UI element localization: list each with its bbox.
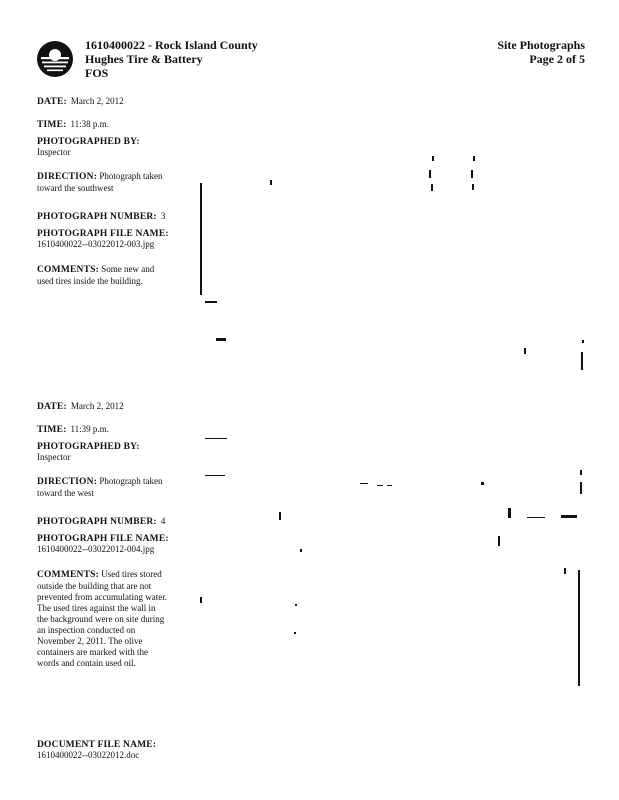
photo-number-row (37, 206, 165, 224)
header-site-title (85, 38, 258, 80)
photo-artifact (524, 348, 526, 354)
photographer-row (37, 137, 140, 157)
date-label: DATE: (37, 97, 67, 107)
photo-number-row (37, 511, 165, 529)
photo-artifact (582, 340, 584, 343)
date-value: March 2, 2012 (70, 96, 124, 106)
file-name-value: 1610400022--03022012-003.jpg (37, 239, 155, 249)
header-section-title: Site Photographs (497, 38, 585, 52)
photographer-value: Inspector (37, 147, 71, 157)
header-line-3: FOS (85, 66, 109, 80)
photo-artifact (200, 183, 202, 295)
photo-artifact (200, 597, 202, 603)
direction-label: DIRECTION: (37, 172, 98, 182)
file-name-row (37, 534, 169, 554)
photo-artifact (527, 517, 545, 518)
photo-number-label: PHOTOGRAPH NUMBER: (37, 212, 157, 222)
photo-artifact (580, 482, 582, 494)
photographer-label: PHOTOGRAPHED BY: (37, 442, 140, 452)
time-row (37, 114, 109, 132)
comments-text-line: words and contain used oil. (37, 658, 136, 668)
photo-artifact (432, 156, 434, 161)
file-name-label: PHOTOGRAPH FILE NAME: (37, 534, 169, 544)
photo-artifact (205, 301, 217, 303)
photo-artifact (429, 170, 431, 178)
direction-value-line-2: toward the west (37, 488, 94, 498)
photographer-row (37, 442, 140, 462)
comments-row (37, 264, 187, 287)
photo-artifact (377, 485, 383, 486)
header-line-1: 1610400022 - Rock Island County (85, 38, 258, 52)
photo-artifact (498, 536, 500, 546)
photo-artifact (279, 512, 281, 520)
photo-number-label: PHOTOGRAPH NUMBER: (37, 517, 157, 527)
time-label: TIME: (37, 120, 67, 130)
file-name-label: PHOTOGRAPH FILE NAME: (37, 229, 169, 239)
document-file-name (37, 740, 156, 760)
agency-logo (36, 40, 74, 78)
comments-text-line: used tires inside the building. (37, 276, 143, 286)
photo-artifact (578, 570, 580, 686)
photo-artifact (564, 568, 566, 574)
header-line-2: Hughes Tire & Battery (85, 52, 203, 66)
comments-text-first: Used tires stored (101, 569, 162, 579)
comments-text-line: The used tires against the wall in (37, 603, 156, 613)
photo-artifact (295, 604, 297, 606)
document-file-name-value: 1610400022--03022012.doc (37, 750, 140, 760)
direction-label: DIRECTION: (37, 477, 98, 487)
comments-label: COMMENTS: (37, 265, 99, 275)
photo-artifact (581, 352, 583, 370)
comments-text-line: an inspection conducted on (37, 625, 136, 635)
photo-artifact (294, 632, 296, 634)
comments-row (37, 569, 187, 669)
time-value: 11:38 p.m. (70, 119, 109, 129)
photo-number-value: 3 (160, 211, 166, 221)
photo-artifact (387, 485, 392, 486)
photographer-value: Inspector (37, 452, 71, 462)
comments-text-first: Some new and (101, 264, 155, 274)
comments-text-line: November 2, 2011. The olive (37, 636, 143, 646)
photo-number-value: 4 (160, 516, 166, 526)
header-right (497, 38, 585, 66)
photo-artifact (561, 515, 577, 518)
photo-artifact (472, 184, 474, 190)
photo-artifact (216, 338, 226, 341)
photo-artifact (270, 180, 272, 185)
direction-value-line-1: Photograph taken (99, 476, 163, 486)
photo-artifact (473, 156, 475, 161)
photo-artifact (431, 184, 433, 191)
date-value: March 2, 2012 (70, 401, 124, 411)
comments-text-line: containers are marked with the (37, 647, 148, 657)
photograph-image-2 (195, 430, 595, 690)
comments-label: COMMENTS: (37, 570, 99, 580)
photo-artifact (300, 549, 302, 552)
time-value: 11:39 p.m. (70, 424, 109, 434)
photographer-label: PHOTOGRAPHED BY: (37, 137, 140, 147)
photo-artifact (360, 483, 368, 484)
comments-text-line: outside the building that are not (37, 581, 152, 591)
photo-artifact (481, 482, 484, 485)
document-file-name-label: DOCUMENT FILE NAME: (37, 740, 157, 750)
photograph-image-1 (195, 150, 595, 380)
direction-value-line-1: Photograph taken (99, 171, 163, 181)
date-row (37, 91, 124, 109)
direction-row (37, 476, 163, 499)
direction-value-line-2: toward the southwest (37, 183, 114, 193)
header-page-number: Page 2 of 5 (529, 52, 585, 66)
photo-artifact (205, 438, 227, 439)
photo-artifact (580, 470, 582, 475)
photo-artifact (508, 508, 511, 518)
time-row (37, 419, 109, 437)
photo-artifact (205, 475, 225, 476)
time-label: TIME: (37, 425, 67, 435)
date-label: DATE: (37, 402, 67, 412)
photo-artifact (471, 170, 473, 178)
comments-text-line: prevented from accumulating water. (37, 592, 167, 602)
file-name-row (37, 229, 169, 249)
comments-text-line: the background were on site during (37, 614, 165, 624)
date-row (37, 396, 124, 414)
file-name-value: 1610400022--03022012-004.jpg (37, 544, 155, 554)
direction-row (37, 171, 163, 194)
